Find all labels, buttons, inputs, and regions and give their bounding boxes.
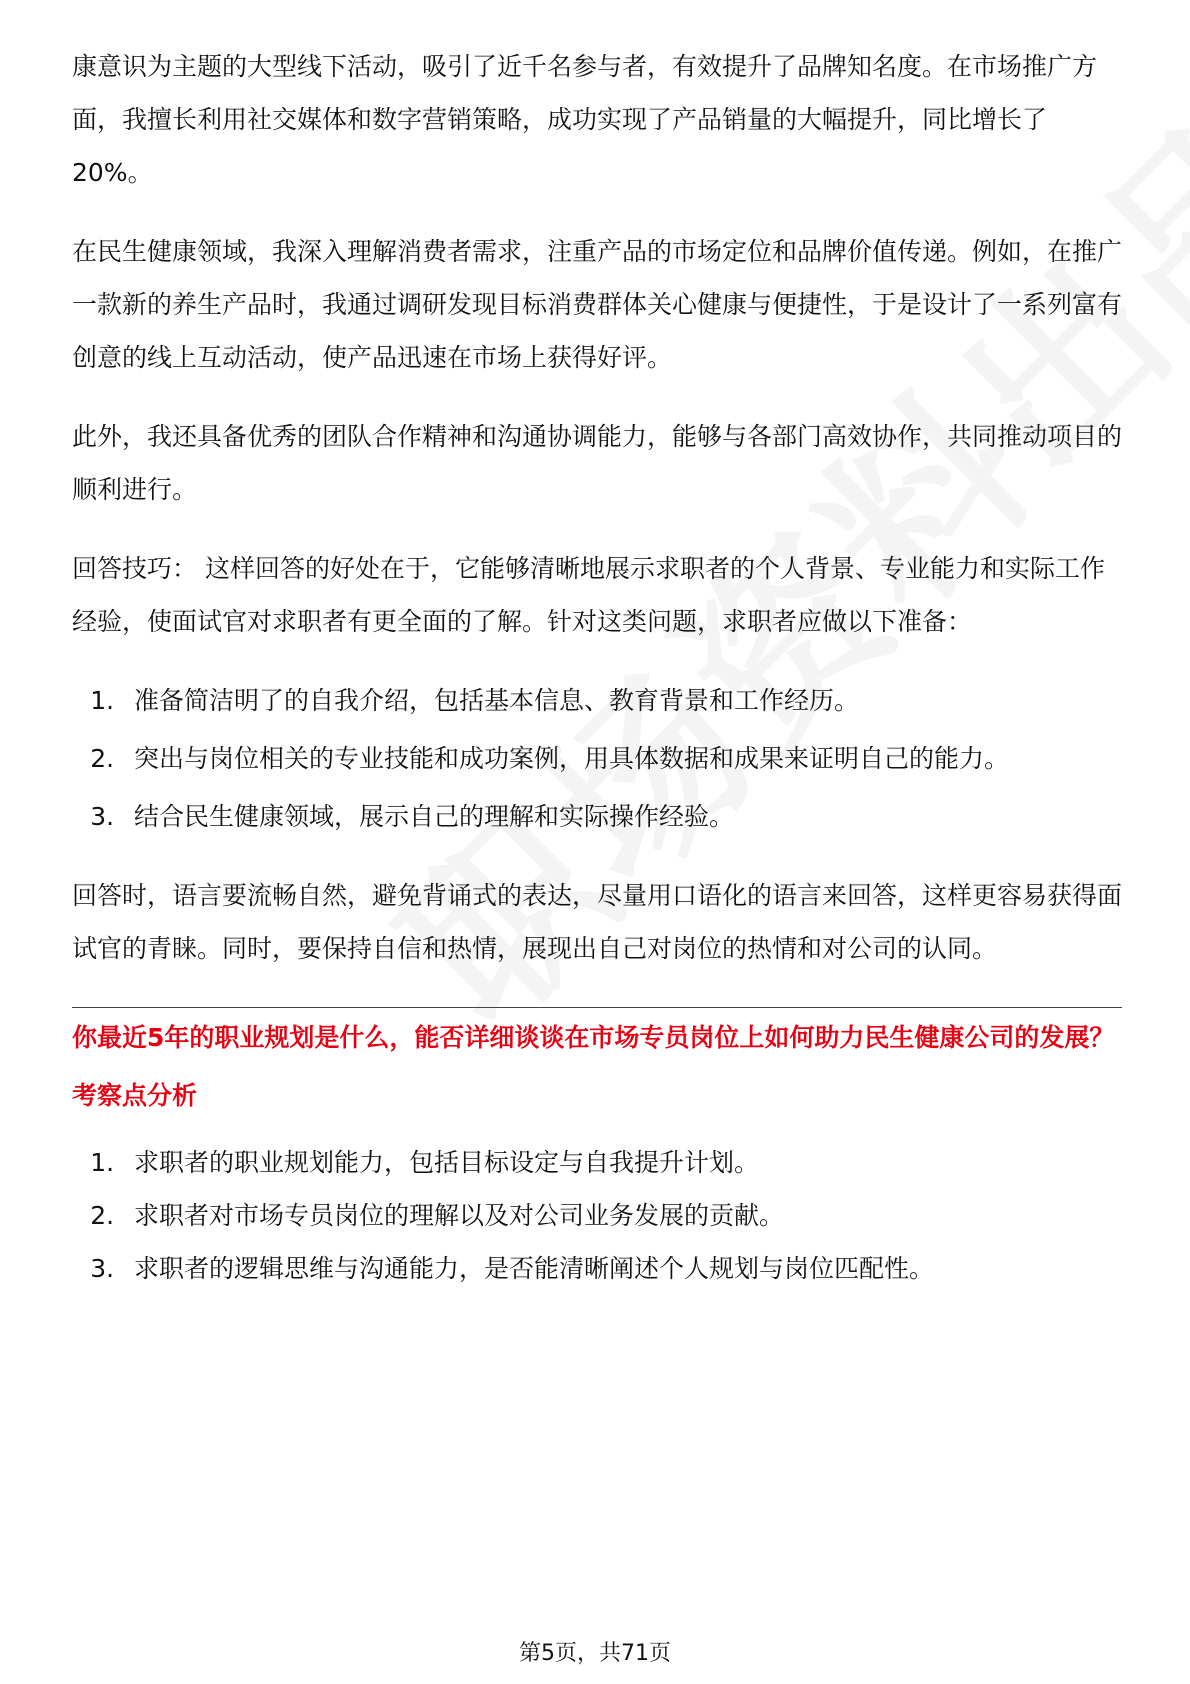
list-item: 2. 突出与岗位相关的专业技能和成功案例，用具体数据和成果来证明自己的能力。 [122, 732, 1122, 785]
page-number: 第5页，共71页 [519, 1641, 671, 1666]
analysis-list [72, 1136, 1122, 1295]
answer-paragraph-teamwork: 此外，我还具备优秀的团队合作精神和沟通协调能力，能够与各部门高效协作，共同推动项目的顺利进行。 [72, 422, 1123, 504]
section-divider [72, 1007, 1122, 1008]
list-item: 2. 求职者对市场专员岗位的理解以及对公司业务发展的贡献。 [122, 1189, 1122, 1242]
analysis-heading: 考察点分析 [72, 1081, 198, 1110]
answer-paragraph-experience: 康意识为主题的大型线下活动，吸引了近千名参与者，有效提升了品牌知名度。在市场推广方面，我擅长利用社交媒体和数字营销策略，成功实现了产品销量的大幅提升，同比增长了20%。 [72, 52, 1098, 187]
answer-paragraph-health-domain: 在民生健康领域，我深入理解消费者需求，注重产品的市场定位和品牌价值传递。例如，在推广一款新的养生产品时，我通过调研发现目标消费群体关心健康与便捷性，于是设计了一系列富有创意的线上互动活动，使产品迅速在市场上获得好评。 [72, 237, 1123, 372]
list-item: 3. 求职者的逻辑思维与沟通能力，是否能清晰阐述个人规划与岗位匹配性。 [122, 1242, 1122, 1295]
interview-question: 你最近5年的职业规划是什么，能否详细谈谈在市场专员岗位上如何助力民生健康公司的发展？ [72, 1023, 1115, 1052]
list-item: 1. 准备简洁明了的自我介绍，包括基本信息、教育背景和工作经历。 [122, 674, 1122, 727]
list-item: 1. 求职者的职业规划能力，包括目标设定与自我提升计划。 [122, 1136, 1122, 1189]
closing-paragraph: 回答时，语言要流畅自然，避免背诵式的表达，尽量用口语化的语言来回答，这样更容易获得面试官的青睐。同时，要保持自信和热情，展现出自己对岗位的热情和对公司的认同。 [72, 881, 1123, 963]
answer-tips-paragraph: 回答技巧： 这样回答的好处在于，它能够清晰地展示求职者的个人背景、专业能力和实际工作经验，使面试官对求职者有更全面的了解。针对这类问题，求职者应做以下准备： [72, 554, 1105, 636]
preparation-list [72, 674, 1122, 843]
page-content [72, 40, 1122, 1295]
list-item: 3. 结合民生健康领域，展示自己的理解和实际操作经验。 [122, 790, 1122, 843]
